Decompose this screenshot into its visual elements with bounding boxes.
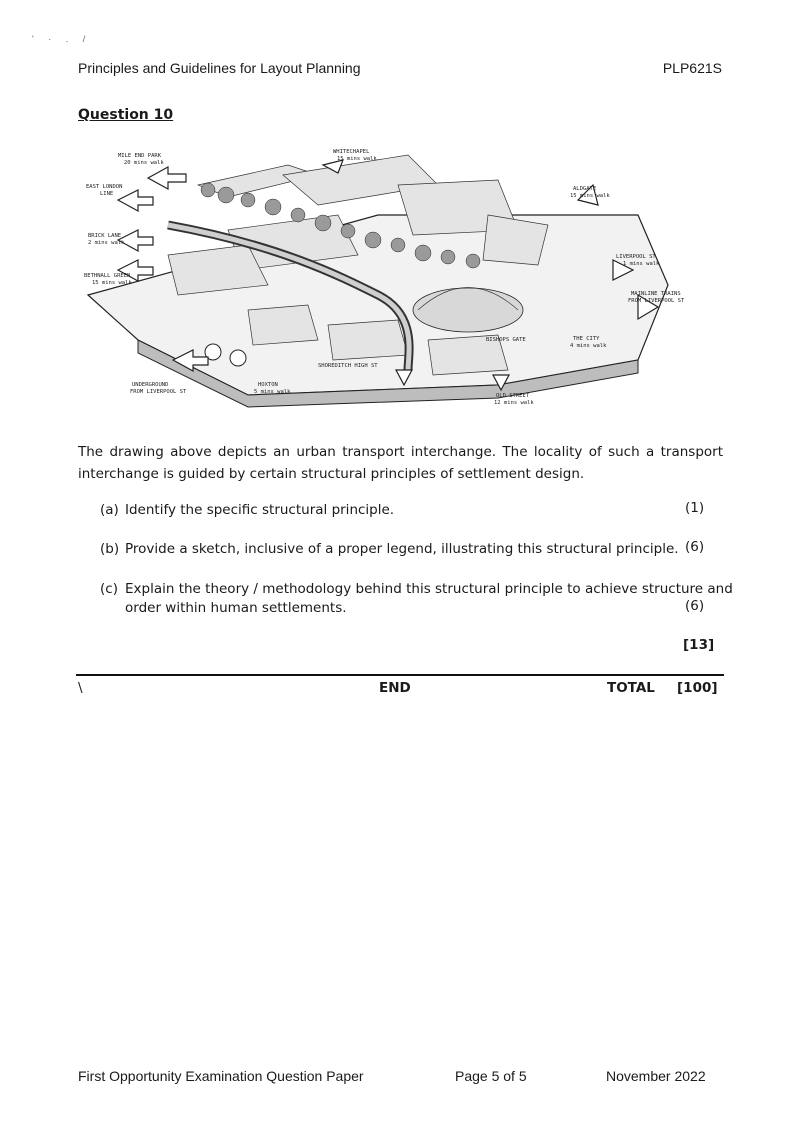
label-hoxton: HOXTON	[258, 382, 278, 388]
scan-marks: ' · . /	[32, 34, 92, 44]
label-east-london: EAST LONDON	[86, 184, 123, 190]
label-mainline-2: FROM LIVERPOOL ST	[628, 298, 685, 304]
label-brick-lane-walk: 2 mins walk	[88, 240, 125, 246]
label-old-street-walk: 12 mins walk	[494, 400, 534, 406]
label-brick-lane: BRICK LANE	[88, 233, 122, 239]
label-shoreditch: SHOREDITCH HIGH ST	[318, 363, 378, 369]
part-c-marks: (6)	[685, 598, 705, 614]
label-liverpool-walk: 1 mins walk	[623, 261, 660, 267]
question-title: Question 10	[78, 107, 174, 123]
end-slash: \	[78, 680, 83, 696]
label-bishops-gate: BISHOPS GATE	[486, 337, 526, 343]
label-bethnal-walk: 15 mins walk	[92, 280, 132, 286]
part-b-text: Provide a sketch, inclusive of a proper legend, illustrating this structural principle.	[125, 541, 679, 557]
label-the-city-walk: 4 mins walk	[570, 343, 607, 349]
label-mile-end: MILE END PARK	[118, 153, 162, 159]
part-b-marks: (6)	[685, 539, 705, 555]
total-value: [100]	[677, 680, 718, 696]
end-label: END	[379, 680, 411, 696]
part-c-label: (c)	[100, 581, 118, 597]
label-bethnal: BETHNALL GREEN	[84, 273, 131, 279]
part-c-text-line2: order within human settlements.	[125, 600, 347, 616]
part-a-label: (a)	[100, 502, 119, 518]
part-a-text: Identify the specific structural principle.	[125, 502, 395, 518]
course-code: PLP621S	[662, 60, 722, 76]
footer-page: Page 5 of 5	[455, 1068, 527, 1084]
label-hoxton-walk: 5 mins walk	[254, 389, 291, 395]
question-intro: The drawing above depicts an urban transport interchange. The locality of such a transport interchange is guided by certain structural principles of settlement design.	[78, 444, 723, 482]
question-total-marks: [13]	[683, 637, 715, 653]
label-underground-2: FROM LIVERPOOL ST	[130, 389, 187, 395]
label-underground: UNDERGROUND	[132, 382, 169, 388]
part-a-marks: (1)	[685, 500, 705, 516]
part-c-text-line1: Explain the theory / methodology behind this structural principle to achieve structure and	[125, 581, 733, 597]
label-mile-end-walk: 20 mins walk	[124, 160, 164, 166]
part-b-label: (b)	[100, 541, 120, 557]
label-old-street: OLD STREET	[496, 393, 530, 399]
end-rule	[76, 674, 724, 676]
footer-date: November 2022	[606, 1068, 706, 1084]
total-label: TOTAL	[607, 680, 655, 696]
label-whitechapel-walk: 15 mins walk	[337, 156, 377, 162]
label-aldgate-walk: 15 mins walk	[570, 193, 610, 199]
transport-interchange-drawing	[78, 145, 685, 407]
label-the-city: THE CITY	[573, 336, 600, 342]
course-title: Principles and Guidelines for Layout Planning	[78, 60, 361, 76]
label-liverpool-st: LIVERPOOL ST	[616, 254, 656, 260]
label-aldgate: ALDGATE	[573, 186, 597, 192]
footer-paper: First Opportunity Examination Question Paper	[78, 1068, 364, 1084]
label-mainline: MAINLINE TRAINS	[631, 291, 681, 297]
label-whitechapel: WHITECHAPEL	[333, 149, 370, 155]
label-east-london-2: LINE	[100, 191, 114, 197]
